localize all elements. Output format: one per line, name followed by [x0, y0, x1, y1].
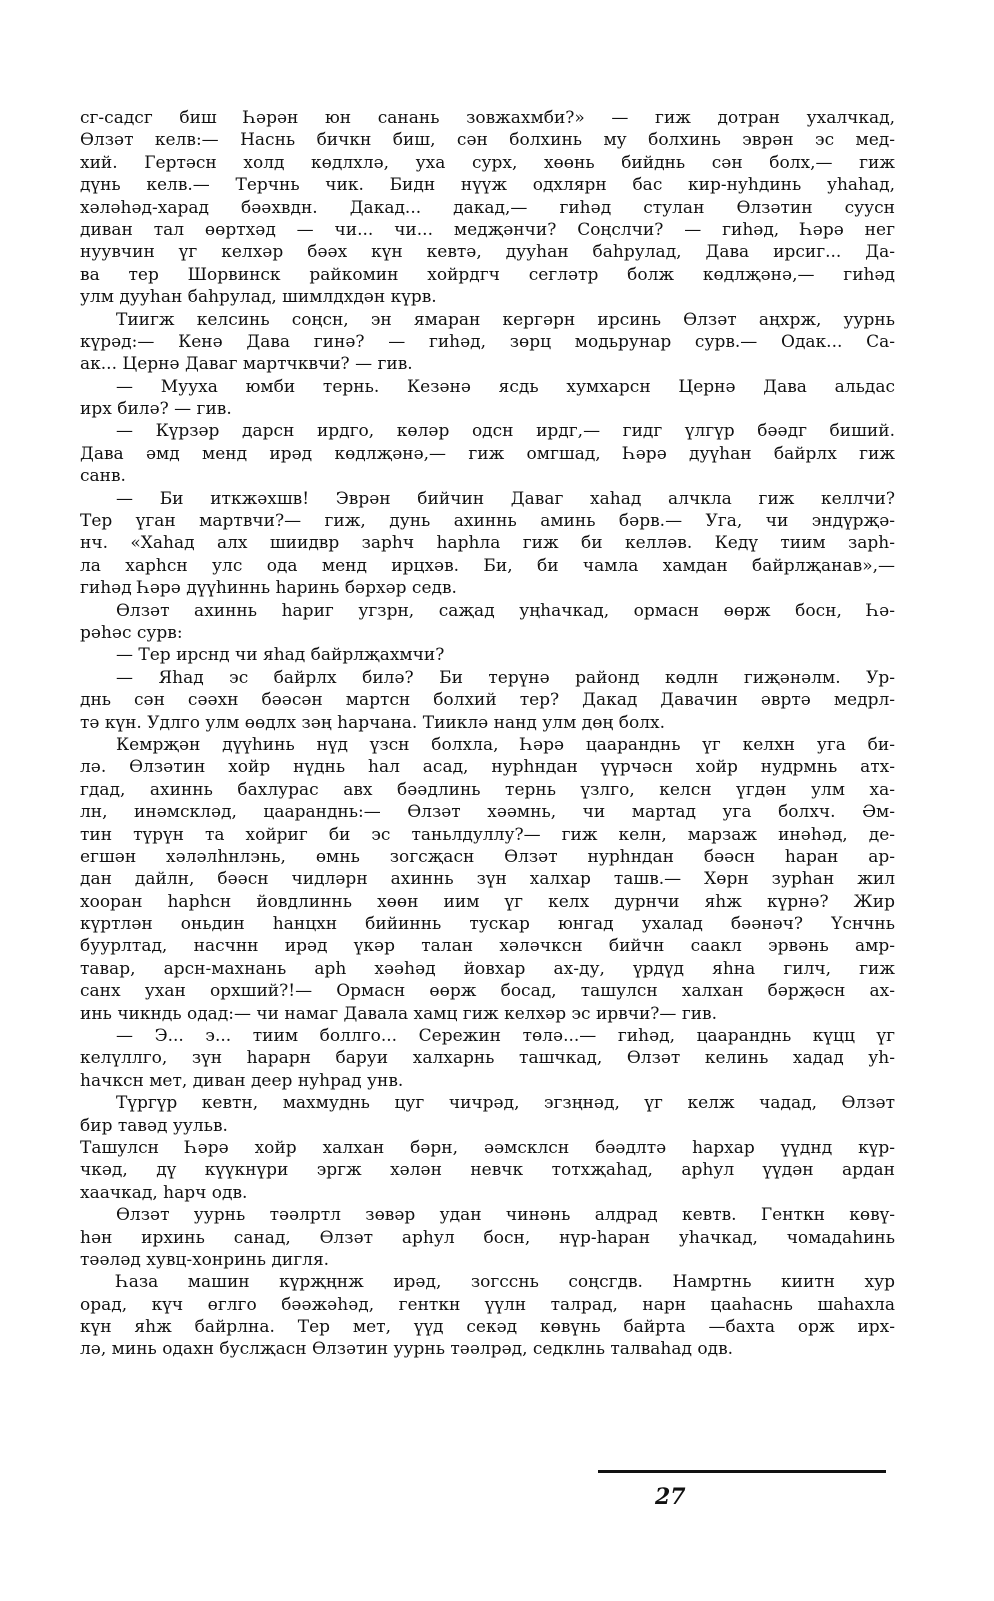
paragraph: [80, 309, 895, 376]
text-line: — Мууха юмби тернь. Кезәнә ясдь хумхарсн Цернә Дава альдас: [116, 376, 895, 397]
paragraph: [80, 1204, 895, 1271]
text-line: — Э... э... тиим боллго... Сережин төлә...— гиһәд, цааранднь күцц үг: [116, 1026, 895, 1047]
text-line: Өлзәт ахиннь һариг угзрн, саҗад уңһачкад, ормасн өөрж босн, Һә-: [116, 600, 895, 621]
text-line: лә, минь одахн буслҗасн Өлзәтин уурнь тәәлрәд, седклнь талваһад одв.: [80, 1339, 734, 1360]
text-line: Өлзәт уурнь тәәлртл зөвәр удан чинәнь алдрад кевтв. Генткн көвү-: [116, 1205, 895, 1226]
text-line: күртлән оньдин һанцхн бийиннь тускар юнгад ухалад бәәнәч? Үснчнь: [80, 914, 895, 935]
text-line: нуувчин үг келхәр бәәх күн кевтә, дууһан баһрулад, Дава ирсиг... Да-: [80, 242, 895, 263]
text-line: хооран һарһсн йовдлиннь хөөн иим үг келх дурнчи яһж күрнә? Жир: [80, 891, 895, 912]
text-line: дан дайлн, бәәсн чидләрн ахиннь зүн халхар ташв.— Хөрн зурһан жил: [80, 869, 895, 890]
paragraph: [80, 488, 895, 600]
text-line: Тиигж келсинь соңсн, эн ямаран кергәрн ирсинь Өлзәт аңхрж, уурнь: [116, 309, 895, 330]
text-line: күн яһж байрлна. Тер мет, үүд секәд көвүнь байрта —бахта орж ирх-: [80, 1317, 895, 1338]
paragraph: [80, 667, 895, 734]
paragraph: [80, 1092, 895, 1137]
text-line: — Күрзәр дарсн ирдго, көләр одсн ирдг,— гидг үлгүр бәәдг биший.: [116, 421, 895, 442]
text-line: лн, инәмскләд, цааранднь:— Өлзәт хәәмнь, чи мартад уга болхч. Әм-: [80, 802, 895, 823]
text-line: хий. Гертәсн холд көдлхлә, уха сурх, хөөнь бийднь сән болх,— гиж: [80, 152, 895, 173]
text-line: буурлтад, насчнн ирәд үкәр талан хәләчксн бийчн саакл эрвәнь амр-: [80, 936, 895, 957]
text-line: Кемрҗән дүүһинь нүд үзсн болхла, Һәрә цааранднь үг келхн уга би-: [116, 734, 895, 755]
text-line: лә. Өлзәтин хойр нүднь һал асад, нурһндан үүрчәсн хойр нудрмнь атх-: [80, 757, 895, 778]
text-line: егшән хәләлһнлэнь, өмнь зогсҗасн Өлзәт нурһндан бәәсн һаран ар-: [80, 846, 895, 867]
text-line: санх ухан орхший?!— Ормасн өөрж босад, ташулсн халхан бәрҗәсн ах-: [80, 981, 895, 1002]
text-line: ва тер Шорвинск райкомин хойрдгч сегләтр болж көдлҗәнә,— гиһәд: [80, 264, 895, 285]
text-line: Өлзәт келв:— Наснь бичкн биш, сән болхинь му болхинь эврән эс мед-: [80, 130, 895, 151]
paragraph: [80, 1137, 895, 1204]
text-line: тә күн. Удлго улм өөдлх зәң һарчана. Тииклә нанд улм дөң болх.: [80, 712, 665, 733]
paragraph: [80, 644, 895, 666]
page-number: 27: [655, 1484, 686, 1510]
text-line: дүнь келв.— Терчнь чик. Бидн нүүж одхлярн бас кир-нуһдинь уһаһад,: [80, 175, 895, 196]
text-line: гдад, ахиннь бахлурас авх бәәдлинь тернь үзлго, келсн үгдән улм ха-: [80, 779, 895, 800]
paragraph: [80, 420, 895, 487]
text-line: — Тер ирснд чи яһад байрлҗахмчи?: [116, 645, 445, 666]
text-line: бир тавәд уульв.: [80, 1115, 228, 1136]
paragraph: [80, 107, 895, 309]
footer-rule: [598, 1470, 886, 1473]
text-line: һән ирхинь санад, Өлзәт арһул босн, нүр-һаран уһачкад, чомадаһинь: [80, 1227, 895, 1248]
text-line: Түргүр кевтн, махмуднь цуг чичрәд, эгзңнәд, үг келж чадад, Өлзәт: [116, 1093, 895, 1114]
text-line: ирх билә? — гив.: [80, 399, 232, 420]
text-line: хаачкад, һарч одв.: [80, 1182, 248, 1203]
text-line: днь сән сәәхн бәәсән мартсн болхий тер? Дакад Давачин әвртә медрл-: [80, 690, 895, 711]
text-line: улм дууһан баһрулад, шимлдхдән күрв.: [80, 287, 437, 308]
text-line: нч. «Хаһад алх шиидвр зарһч һарһла гиж би келләв. Кедү тиим зарһ-: [80, 533, 895, 554]
text-line: — Яһад эс байрлх билә? Би терүнә районд көдлн гиҗәнәлм. Ур-: [116, 667, 895, 688]
text-line: тәәләд хувц-хонринь дигля.: [80, 1249, 330, 1270]
text-line: — Би иткжәхшв! Эврән бийчин Даваг хаһад алчкла гиж келлчи?: [116, 488, 895, 509]
text-line: Тер үган мартвчи?— гиж, дунь ахиннь аминь бәрв.— Уга, чи эндүрҗә-: [80, 511, 895, 532]
text-line: диван тал өөртхәд — чи... чи... медҗәнчи? Соңслчи? — гиһәд, Һәрә нег: [80, 219, 895, 240]
text-line: келүллго, зүн һарарн баруи халхарнь ташчкад, Өлзәт келинь хадад уһ-: [80, 1048, 895, 1069]
text-line: санв.: [80, 466, 126, 487]
paragraph: [80, 1025, 895, 1092]
body-text: [80, 107, 895, 1361]
text-line: Һаза машин күрҗңнж ирәд, зогсснь соңсгдв. Намртнь киитн хур: [116, 1272, 895, 1293]
text-line: ла харһсн улс ода менд ирцхәв. Би, би чамла хамдан байрлҗанав»,—: [80, 555, 895, 576]
text-line: ак... Цернә Даваг мартчквчи? — гив.: [80, 354, 413, 375]
text-line: Ташулсн Һәрә хойр халхан бәрн, әәмсклсн бәәдлтә һархар үүднд күр-: [80, 1137, 895, 1158]
text-line: инь чикндь одад:— чи намаг Давала хамц гиж келхәр эс ирвчи?— гив.: [80, 1003, 718, 1024]
text-line: гиһәд Һәрә дүүһиннь һаринь бәрхәр седв.: [80, 578, 457, 599]
text-line: күрәд:— Кенә Дава гинә? — гиһәд, зөрц модьрунар сурв.— Одак... Са-: [80, 331, 895, 352]
text-line: орад, күч өглго бәәжәһәд, генткн үүлн талрад, нарн цааһаснь шаһахла: [80, 1294, 895, 1315]
text-line: сг-садсг биш Һәрән юн санань зовжахмби?» — гиж дотран ухалчкад,: [80, 108, 895, 128]
text-line: рәһәс сурв:: [80, 622, 183, 643]
paragraph: [80, 376, 895, 421]
paragraph: [80, 1271, 895, 1361]
paragraph: [80, 734, 895, 1025]
paragraph: [80, 600, 895, 645]
text-line: тин түрүн та хойриг би эс таньлдуллу?— гиж келн, марзаж инәһәд, де-: [80, 824, 895, 845]
text-line: һачксн мет, диван деер нуһрад унв.: [80, 1070, 404, 1091]
text-line: Дава әмд менд ирәд көдлҗәнә,— гиж омгшад, Һәрә дуүһан байрлх гиж: [80, 443, 895, 464]
text-line: хәләһәд-харад бәәхвдн. Дакад... дакад,— гиһәд стулан Өлзәтин суусн: [80, 197, 895, 218]
text-line: тавар, арсн-махнань арһ хәәһәд йовхар ах-ду, үрдүд яһна гилч, гиж: [80, 958, 895, 979]
text-line: чкәд, дү күүкнүри эргж хәлән невчк тотхҗаһад, арһул үүдән ардан: [80, 1160, 895, 1181]
